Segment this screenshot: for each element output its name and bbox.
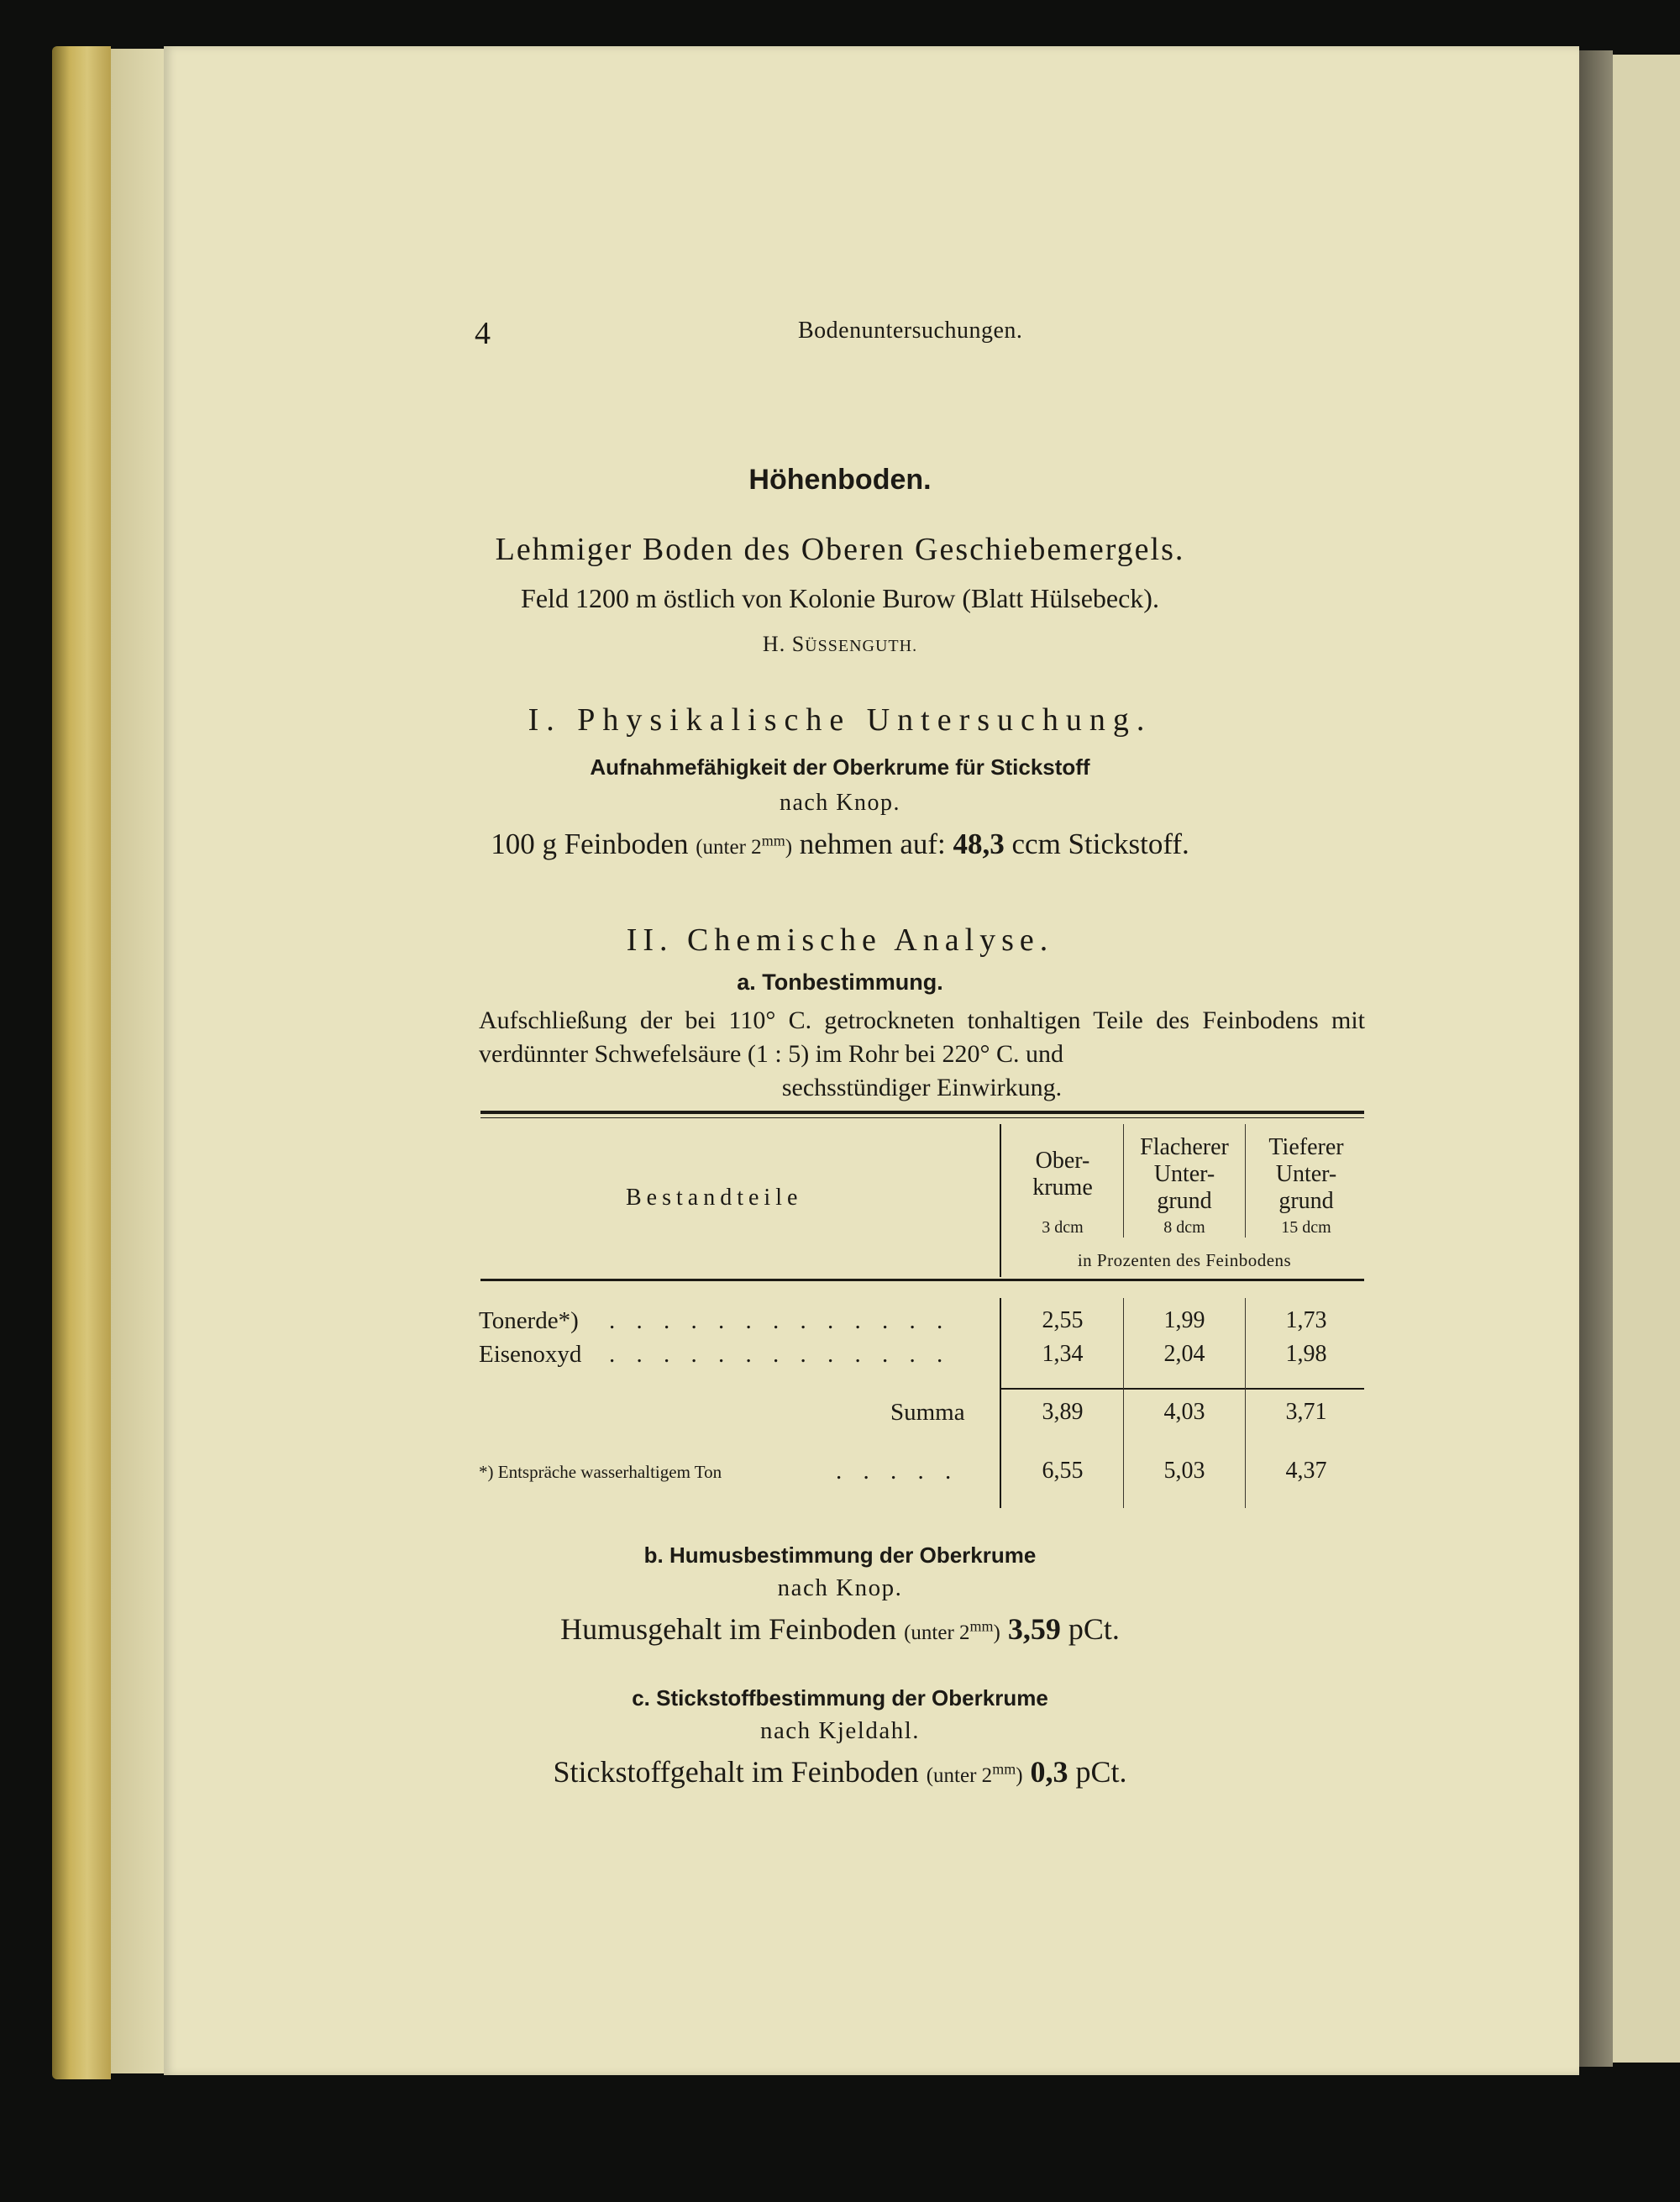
table-col-divider-body [1245,1298,1246,1508]
row-label-tonerde: Tonerde*) [479,1307,579,1334]
section-1-method: nach Knop. [779,790,901,816]
row-leader-dots: . . . . . . . . . . . . . [609,1341,951,1368]
section-1-result [0,828,1680,861]
sample-location: Feld 1200 m östlich von Kolonie Burow (Blatt Hülsebeck). [521,583,1159,613]
result-paren: (unter $2^{mm}$) [696,832,793,859]
page-title: Höhenboden. [748,464,932,496]
sum-label: Summa [890,1399,965,1426]
soil-subtitle: Lehmiger Boden des Oberen Geschiebemergels. [495,532,1185,567]
humus-value: 3,59 [1007,1612,1061,1646]
table-col-divider-body [1123,1298,1124,1508]
column-depth: 8 dcm [1163,1218,1205,1237]
author-surname: ÜSSENGUTH. [805,637,918,655]
footnote-cell: 4,37 [1285,1458,1327,1484]
column-depth: 3 dcm [1042,1218,1084,1237]
footnote-cell: 6,55 [1042,1458,1084,1484]
table-top-rule [480,1111,1364,1114]
table-cell: 2,04 [1163,1341,1205,1367]
section-1-heading: I. Physikalische Untersuchung. [528,702,1152,738]
result-unit: ccm Stickstoff. [1011,828,1189,860]
table-cell: 1,98 [1285,1341,1327,1367]
table-top-rule-thin [480,1117,1364,1118]
page-number: 4 [475,316,491,351]
column-header-oberkrume: Ober- krume [1032,1148,1093,1201]
section-b-heading: b. Humusbestimmung der Oberkrume [643,1542,1037,1568]
column-header-tieferer-untergrund: Tieferer Unter- grund [1268,1134,1344,1214]
section-2a-heading: a. Tonbestimmung. [737,970,943,995]
result-mid: nehmen auf: [799,828,946,860]
sum-cell: 3,71 [1285,1399,1327,1425]
section-2-heading: II. Chemische Analyse. [626,922,1054,958]
result-text: 100 g Feinboden [491,828,689,860]
row-leader-dots: . . . . . . . . . . . . . [609,1307,951,1334]
section-b-result: Humusgehalt im Feinboden (unter $2^{mm}$) 3,59 pCt. [560,1612,1120,1646]
table-col-divider [1000,1124,1001,1277]
sum-cell: 3,89 [1042,1399,1084,1425]
table-sum-rule [1000,1388,1364,1390]
running-title: Bodenuntersuchungen. [798,318,1023,344]
author-first-letter: S [791,632,806,656]
footnote-cell: 5,03 [1163,1458,1205,1484]
result-value: 48,3 [953,828,1005,860]
section-c-result: Stickstoffgehalt im Feinboden (unter $2^{mm}$) 0,3 pCt. [553,1755,1127,1789]
sum-cell: 4,03 [1163,1399,1205,1425]
column-depth: 15 dcm [1281,1218,1331,1237]
author-initial: H. [762,632,786,656]
section-c-method: nach Kjeldahl. [759,1717,921,1744]
table-header-rule [480,1279,1364,1281]
unit-note: in Prozenten des Feinbodens [1077,1250,1292,1270]
table-cell: 1,99 [1163,1307,1205,1333]
column-header-flacherer-untergrund: Flacherer Unter- grund [1140,1134,1229,1214]
method-paragraph: Aufschließung der bei 110° C. getrockneten tonhaltigen Teile des Feinbodens mit verdünnter Schwefelsäure (1 : 5) im Rohr bei 220° C. und sechsstündiger Einwirkung. [479,1006,1365,1101]
table-col-divider-body [1000,1298,1001,1508]
nitrogen-value: 0,3 [1030,1755,1068,1789]
author [0,632,1680,657]
table-header-label: Bestandteile [626,1185,803,1211]
row-label-eisenoxyd: Eisenoxyd [479,1341,582,1368]
footnote-label: *) Entspräche wasserhaltigem Ton [479,1462,722,1482]
section-c-heading: c. Stickstoffbestimmung der Oberkrume [632,1685,1048,1711]
row-leader-dots: . . . . . [836,1458,959,1485]
table-cell: 1,34 [1042,1341,1084,1367]
table-cell: 2,55 [1042,1307,1084,1333]
section-b-method: nach Knop. [777,1574,903,1601]
section-1-subheading: Aufnahmefähigkeit der Oberkrume für Stickstoff [590,754,1090,780]
table-cell: 1,73 [1285,1307,1327,1333]
